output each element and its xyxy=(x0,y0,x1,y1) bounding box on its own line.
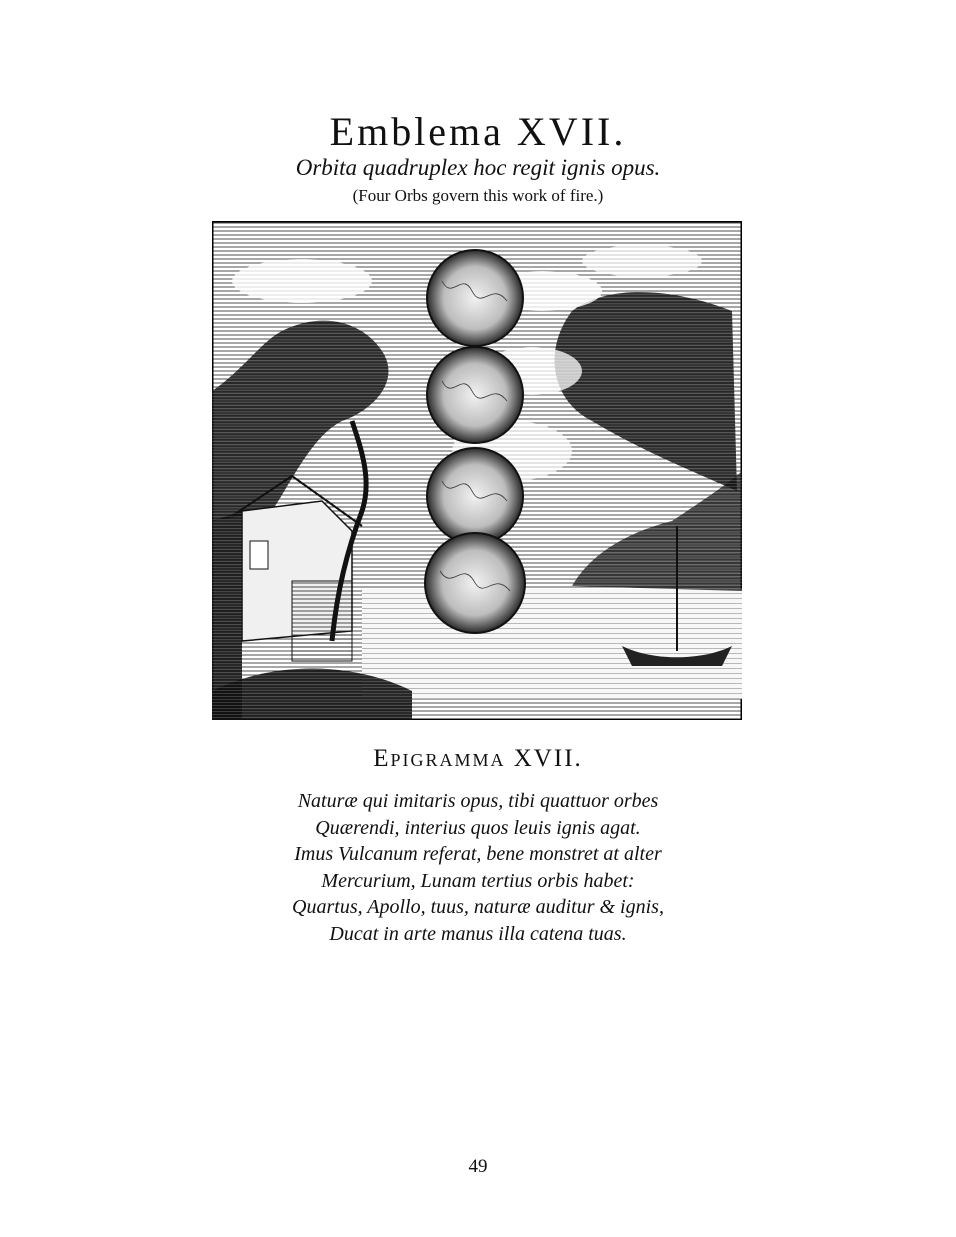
emblem-motto: Orbita quadruplex hoc regit ignis opus. xyxy=(295,155,661,180)
page-number: 49 xyxy=(468,1156,488,1177)
poem-line: Quartus, Apollo, tuus, naturæ auditur & ignis, xyxy=(292,896,664,918)
motto-translation: (Four Orbs govern this work of fire.) xyxy=(352,186,604,205)
poem-line: Quærendi, interius quos leuis ignis agat. xyxy=(315,816,641,839)
emblem-engraving xyxy=(212,221,742,720)
emblem-title: Emblema XVII. xyxy=(329,109,627,154)
poem-line: Naturæ qui imitaris opus, tibi quattuor orbes xyxy=(297,790,659,812)
poem-line: Mercurium, Lunam tertius orbis habet: xyxy=(321,869,635,892)
epigram-poem xyxy=(0,788,956,947)
poem-line: Ducat in arte manus illa catena tuas. xyxy=(329,922,627,945)
poem-line: Imus Vulcanum referat, bene monstret at alter xyxy=(294,843,662,865)
epigram-title: Epigramma XVII. xyxy=(373,745,583,772)
